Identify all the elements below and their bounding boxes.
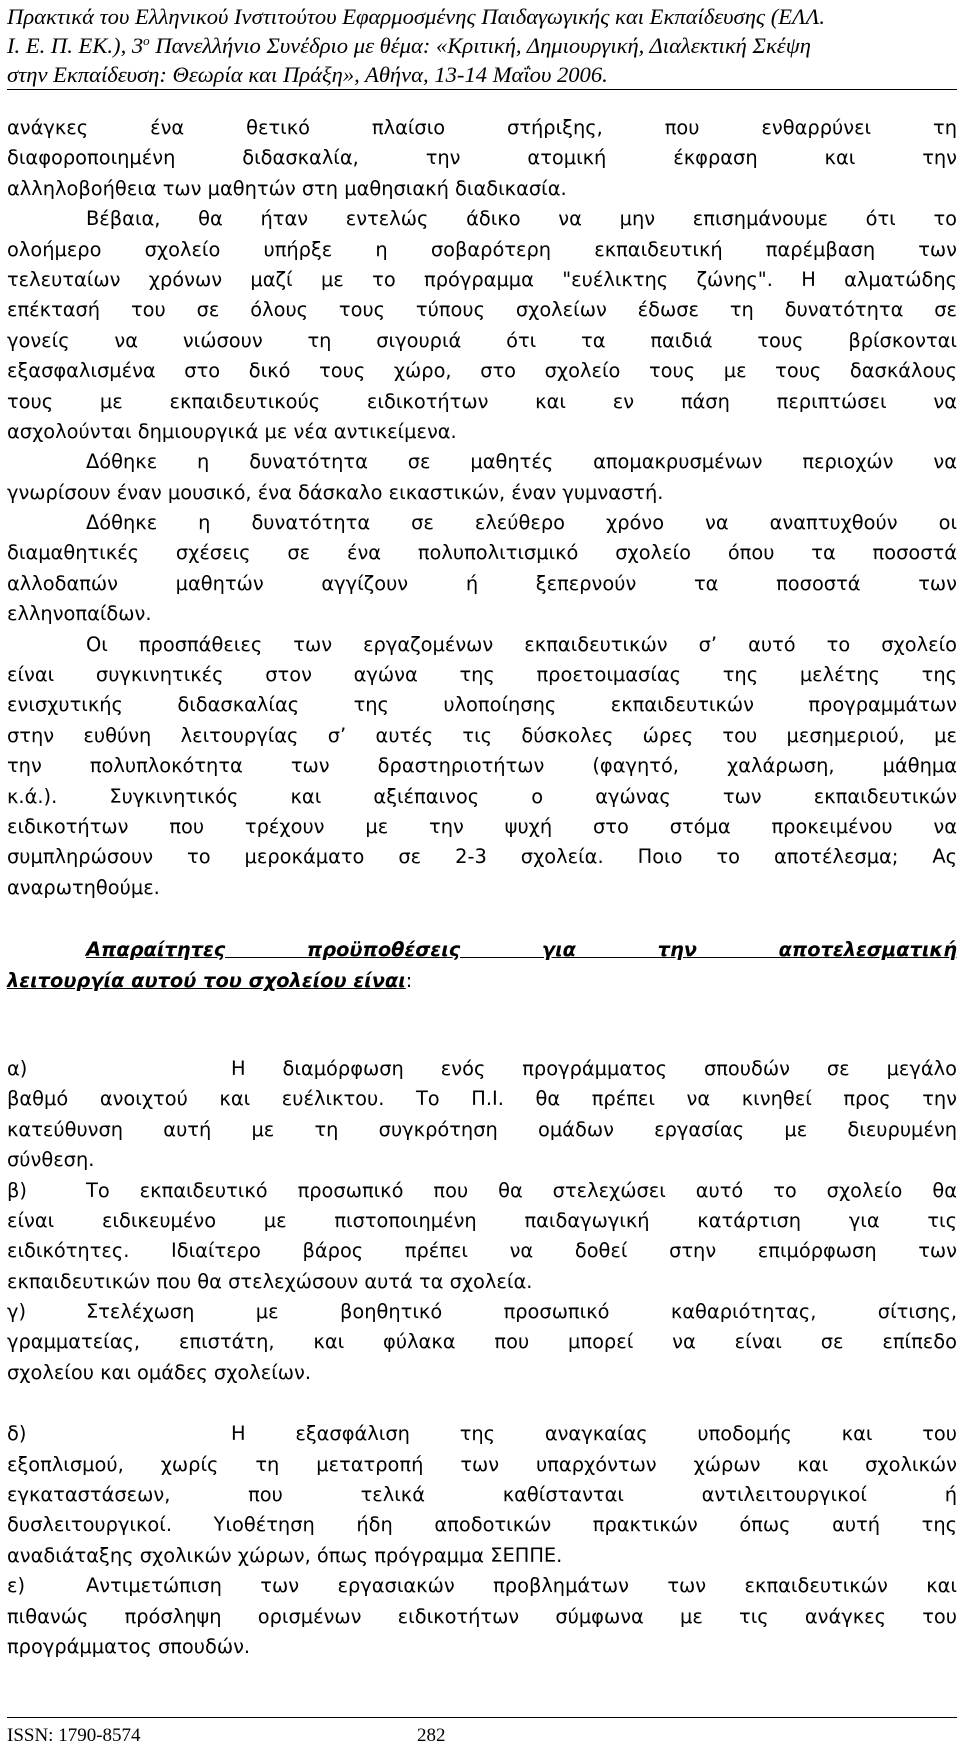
body-line: Δόθηκε η δυνατότητα σε ελεύθερο χρόνο να αναπτυχθούν οι bbox=[86, 511, 957, 535]
list-item-text: Το εκπαιδευτικό προσωπικό που θα στελεχώσει αυτό το σχολείο θα bbox=[86, 1178, 957, 1202]
heading-colon: : bbox=[405, 968, 413, 992]
body-line: Βέβαια, θα ήταν εντελώς άδικο να μην επισημάνουμε ότι το bbox=[86, 207, 957, 231]
header-line-2-start: Ι. Ε. Π. ΕΚ.), 3 bbox=[7, 33, 144, 58]
body-line: τους με εκπαιδευτικούς ειδικοτήτων και εν πάση περιπτώσει να bbox=[7, 389, 957, 413]
list-marker: β) bbox=[7, 1178, 27, 1202]
body-line: διαφοροποιημένη διδασκαλία, την ατομική έκφραση και την bbox=[7, 146, 957, 170]
list-item-line: είναι ειδικευμένο με πιστοποιημένη παιδαγωγική κατάρτιση για τις bbox=[7, 1208, 957, 1232]
body-line: ολοήμερο σχολείο υπήρξε η σοβαρότερη εκπαιδευτική παρέμβαση των bbox=[7, 237, 957, 261]
body-line: Δόθηκε η δυνατότητα σε μαθητές απομακρυσμένων περιοχών να bbox=[86, 450, 957, 474]
list-item-line: βαθμό ανοιχτού και ευέλικτου. Το Π.Ι. θα πρέπει να κινηθεί προς την bbox=[7, 1087, 957, 1111]
list-item-line: πιθανώς πρόσληψη ορισμένων ειδικοτήτων σύμφωνα με τις ανάγκες του bbox=[7, 1604, 957, 1628]
list-item-text: Η εξασφάλιση της αναγκαίας υποδομής και του bbox=[231, 1422, 957, 1446]
section-heading-line-2 bbox=[7, 966, 957, 996]
body-line: αλλοδαπών μαθητών αγγίζουν ή ξεπερνούν τα ποσοστά των bbox=[7, 571, 957, 595]
body-line: τελευταίων χρόνων μαζί με το πρόγραμμα "ευέλικτης ζώνης". Η αλματώδης bbox=[7, 267, 957, 291]
page-footer bbox=[7, 1722, 957, 1749]
list-item-line bbox=[7, 1419, 957, 1449]
list-marker: γ) bbox=[7, 1300, 27, 1324]
section-heading-line-1 bbox=[7, 935, 957, 965]
list-item-line: γραμματείας, επιστάτη, και φύλακα που μπορεί να είναι σε επίπεδο bbox=[7, 1330, 957, 1354]
body-line: κ.ά.). Συγκινητικός και αξιέπαινος ο αγώνας των εκπαιδευτικών bbox=[7, 784, 957, 808]
header-line-3: στην Εκπαίδευση: Θεωρία και Πράξη», Αθήνα, 13-14 Μαΐου 2006. bbox=[7, 62, 608, 87]
list-item-line bbox=[7, 1297, 957, 1327]
document-body bbox=[7, 113, 957, 1662]
spacer bbox=[7, 903, 957, 935]
list-item-line bbox=[7, 1571, 957, 1601]
list-marker: α) bbox=[7, 1056, 28, 1080]
section-heading-text-2: λειτουργία αυτού του σχολείου είναι bbox=[7, 968, 406, 992]
body-line: είναι συγκινητικές στον αγώνα της προετοιμασίας της μελέτης της bbox=[7, 663, 957, 687]
list-item-text: Η διαμόρφωση ενός προγράμματος σπουδών σε μεγάλο bbox=[231, 1056, 957, 1080]
body-line: ειδικοτήτων που τρέχουν με την ψυχή στο στόμα προκειμένου να bbox=[7, 814, 957, 838]
body-line: επέκτασή του σε όλους τους τύπους σχολείων έδωσε τη δυνατότητα σε bbox=[7, 298, 957, 322]
body-line: αλληλοβοήθεια των μαθητών στη μαθησιακή διαδικασία. bbox=[7, 176, 567, 200]
list-item-line: σχολείου και ομάδες σχολείων. bbox=[7, 1360, 312, 1384]
list-item-line bbox=[7, 1054, 957, 1084]
body-line: ανάγκες ένα θετικό πλαίσιο στήριξης, που ενθαρρύνει τη bbox=[7, 116, 957, 139]
body-line: ενισχυτικής διδασκαλίας της υλοποίησης εκπαιδευτικών προγραμμάτων bbox=[7, 693, 957, 717]
list-item-line: αναδιάταξης σχολικών χώρων, όπως πρόγραμμα ΣΕΠΠΕ. bbox=[7, 1543, 563, 1567]
issn-label: ISSN: 1790-8574 bbox=[7, 1725, 141, 1746]
spacer bbox=[7, 1388, 957, 1419]
body-line: συμπληρώσουν το μεροκάματο σε 2-3 σχολεία. Ποιο το αποτέλεσμα; Ας bbox=[7, 845, 957, 869]
body-line: στην ευθύνη λειτουργίας σ’ αυτές τις δύσκολες ώρες του μεσημεριού, με bbox=[7, 723, 957, 747]
header-line-1: Πρακτικά του Ελληνικού Ινστιτούτου Εφαρμοσμένης Παιδαγωγικής και Εκπαίδευσης (ΕΛΛ. bbox=[7, 4, 825, 29]
header-divider bbox=[7, 89, 957, 90]
header-line-2-end: Πανελλήνιο Συνέδριο με θέμα: «Κριτική, Δημιουργική, Διαλεκτική Σκέψη bbox=[149, 33, 811, 58]
list-marker: δ) bbox=[7, 1422, 27, 1446]
body-line: γνωρίσουν έναν μουσικό, ένα δάσκαλο εικαστικών, έναν γυμναστή. bbox=[7, 480, 664, 504]
list-item-line: εγκαταστάσεων, που τελικά καθίστανται αντιλειτουργικοί ή bbox=[7, 1483, 957, 1507]
spacer bbox=[7, 996, 957, 1054]
list-marker: ε) bbox=[7, 1574, 26, 1598]
body-line: ελληνοπαίδων. bbox=[7, 602, 152, 626]
header-superscript: ο bbox=[143, 33, 150, 48]
footer-divider bbox=[7, 1717, 957, 1718]
body-line: εξασφαλισμένα στο δικό τους χώρο, στο σχολείο τους με τους δασκάλους bbox=[7, 359, 957, 383]
list-item-line: κατεύθυνση αυτή με τη συγκρότηση ομάδων εργασίας με διευρυμένη bbox=[7, 1117, 957, 1141]
list-item-line: εκπαιδευτικών που θα στελεχώσουν αυτά τα σχολεία. bbox=[7, 1269, 533, 1293]
body-line: αναρωτηθούμε. bbox=[7, 875, 160, 899]
list-item-text: Στελέχωση με βοηθητικό προσωπικό καθαριότητας, σίτισης, bbox=[86, 1300, 957, 1324]
list-item-line: ειδικότητες. Ιδιαίτερο βάρος πρέπει να δοθεί στην επιμόρφωση των bbox=[7, 1239, 957, 1263]
list-item-text: Αντιμετώπιση των εργασιακών προβλημάτων των εκπαιδευτικών και bbox=[86, 1574, 957, 1598]
body-line: διαμαθητικές σχέσεις σε ένα πολυπολιτισμικό σχολείο όπου τα ποσοστά bbox=[7, 541, 957, 565]
body-line: την πολυπλοκότητα των δραστηριοτήτων (φαγητό, χαλάρωση, μάθημα bbox=[7, 754, 957, 778]
list-item-line: προγράμματος σπουδών. bbox=[7, 1634, 251, 1658]
running-header bbox=[7, 2, 957, 89]
body-line: ασχολούνται δημιουργικά με νέα αντικείμενα. bbox=[7, 419, 457, 443]
body-line: γονείς να νιώσουν τη σιγουριά ότι τα παιδιά τους βρίσκονται bbox=[7, 328, 957, 352]
list-item-line: σύνθεση. bbox=[7, 1148, 95, 1172]
body-line: Οι προσπάθειες των εργαζομένων εκπαιδευτικών σ’ αυτό το σχολείο bbox=[86, 632, 957, 656]
list-item-line bbox=[7, 1176, 957, 1206]
header-line-2 bbox=[7, 31, 957, 60]
list-item-line: εξοπλισμού, χωρίς τη μετατροπή των υπαρχόντων χώρων και σχολικών bbox=[7, 1452, 957, 1476]
section-heading-text-1: Απαραίτητες προϋποθέσεις για την αποτελεσματική bbox=[86, 938, 957, 962]
list-item-line: δυσλειτουργικοί. Υιοθέτηση ήδη αποδοτικών πρακτικών όπως αυτή της bbox=[7, 1513, 957, 1537]
page-number: 282 bbox=[417, 1725, 446, 1746]
